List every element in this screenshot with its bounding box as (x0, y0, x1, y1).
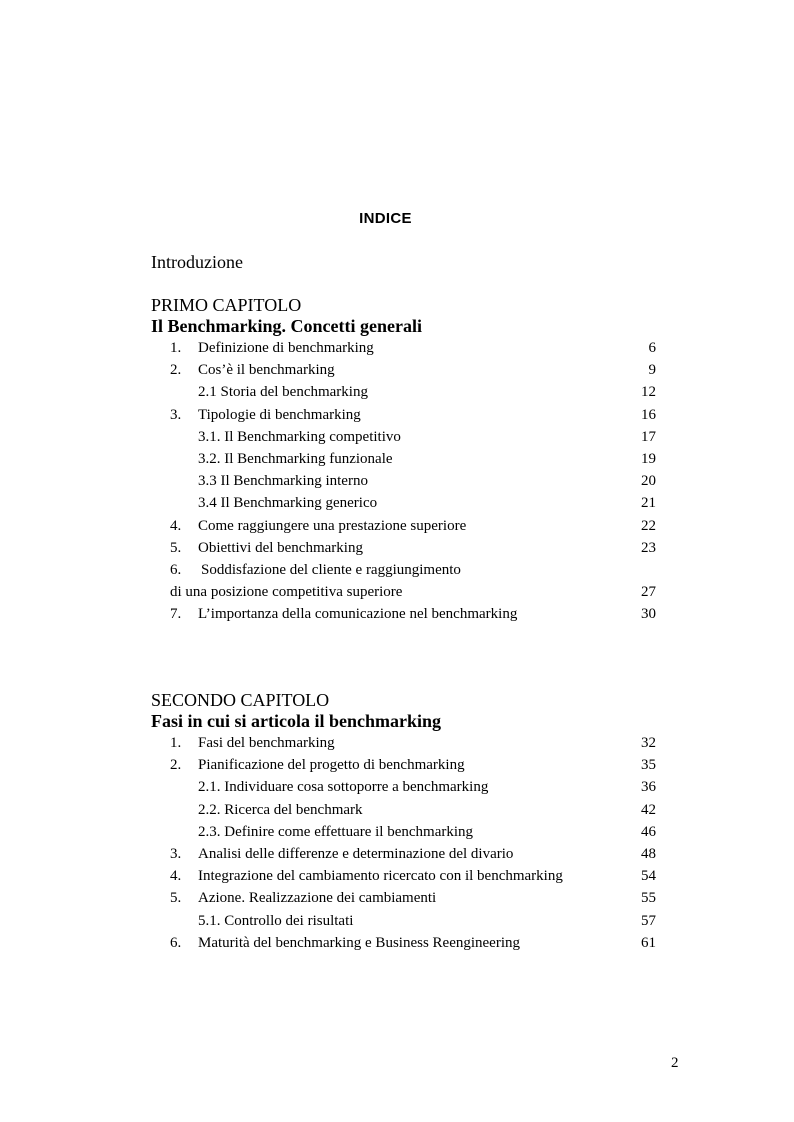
entry-page: 54 (641, 868, 656, 885)
toc-entry (151, 603, 656, 625)
chapter-label: PRIMO CAPITOLO (151, 295, 302, 315)
entry-page: 22 (641, 517, 656, 534)
entry-text: 2.1 Storia del benchmarking (198, 384, 368, 401)
introduction-entry: Introduzione (151, 252, 243, 272)
toc-subentry (151, 776, 656, 798)
entry-page: 23 (641, 539, 656, 556)
entry-page: 16 (641, 406, 656, 423)
entry-text: 3.2. Il Benchmarking funzionale (198, 450, 393, 467)
entry-page: 19 (641, 450, 656, 467)
toc-entry (151, 515, 656, 537)
entry-number: 4. (170, 868, 182, 885)
page-number: 2 (671, 1055, 679, 1071)
chapter-2 (151, 690, 656, 954)
toc-subentry (151, 910, 656, 932)
chapter-1 (151, 295, 656, 625)
toc-entry (151, 932, 656, 954)
toc-entry-continuation (151, 581, 656, 603)
entry-page: 46 (641, 823, 656, 840)
entry-text: Maturità del benchmarking e Business Reengineering (198, 934, 520, 951)
entry-number: 6. (170, 934, 182, 951)
entry-number: 1. (170, 340, 182, 356)
entry-page: 36 (641, 779, 656, 796)
entry-text: 3.4 Il Benchmarking generico (198, 495, 378, 512)
entry-page: 9 (648, 362, 656, 379)
toc-subentry (151, 381, 656, 403)
toc-entry (151, 732, 656, 754)
chapter-entries (151, 732, 656, 954)
entry-page: 35 (641, 757, 656, 774)
toc-entry (151, 843, 656, 865)
chapter-title: Il Benchmarking. Concetti generali (151, 316, 422, 336)
entry-page: 12 (641, 384, 656, 401)
entry-text: L’importanza della comunicazione nel benchmarking (198, 606, 518, 623)
entry-text: Integrazione del cambiamento ricercato con il benchmarking (198, 868, 563, 885)
toc-entry (151, 337, 656, 359)
chapter-title: Fasi in cui si articola il benchmarking (151, 711, 442, 731)
entry-number: 1. (170, 735, 182, 751)
entry-text: Fasi del benchmarking (198, 735, 335, 751)
entry-page: 61 (641, 934, 656, 951)
entry-page: 42 (641, 801, 656, 818)
entry-number: 3. (170, 406, 182, 423)
toc-entry (151, 359, 656, 381)
toc-entry (151, 754, 656, 776)
entry-text: di una posizione competitiva superiore (170, 584, 403, 601)
entry-text: 2.2. Ricerca del benchmark (198, 801, 363, 818)
entry-number: 5. (170, 539, 182, 556)
entry-text: Definizione di benchmarking (198, 340, 374, 356)
toc-subentry (151, 426, 656, 448)
entry-page: 57 (641, 912, 656, 929)
entry-text: Cos’è il benchmarking (198, 362, 335, 379)
entry-page: 55 (641, 890, 656, 907)
toc-subentry (151, 799, 656, 821)
toc-subentry (151, 492, 656, 514)
entry-text: 3.1. Il Benchmarking competitivo (198, 428, 401, 445)
entry-text: 2.3. Definire come effettuare il benchmarking (198, 823, 474, 840)
chapter-label: SECONDO CAPITOLO (151, 690, 330, 710)
toc-entry (151, 865, 656, 887)
entry-text: Obiettivi del benchmarking (198, 539, 363, 556)
entry-number: 5. (170, 890, 182, 907)
entry-page: 48 (641, 845, 656, 862)
index-title: INDICE (359, 210, 412, 227)
entry-text: Come raggiungere una prestazione superiore (198, 517, 467, 534)
entry-text: 5.1. Controllo dei risultati (198, 912, 354, 929)
entry-page: 20 (641, 473, 656, 490)
entry-text: Analisi delle differenze e determinazione del divario (198, 845, 514, 862)
toc-entry (151, 537, 656, 559)
entry-page: 17 (641, 428, 656, 445)
entry-number: 2. (170, 362, 182, 379)
entry-text: 2.1. Individuare cosa sottoporre a benchmarking (198, 779, 489, 796)
toc-entry (151, 887, 656, 909)
toc-subentry (151, 448, 656, 470)
entry-text: Pianificazione del progetto di benchmarking (198, 757, 465, 774)
toc-subentry (151, 470, 656, 492)
entry-number: 3. (170, 845, 182, 862)
entry-page: 32 (641, 735, 656, 751)
entry-number: 2. (170, 757, 182, 774)
entry-text: Azione. Realizzazione dei cambiamenti (198, 890, 437, 907)
entry-text: 3.3 Il Benchmarking interno (198, 473, 368, 490)
entry-number: 4. (170, 517, 182, 534)
entry-page: 6 (648, 340, 656, 356)
entry-number: 7. (170, 606, 182, 623)
toc-entry (151, 404, 656, 426)
entry-text: Tipologie di benchmarking (198, 406, 361, 423)
entry-text: Soddisfazione del cliente e raggiungimento (201, 561, 461, 578)
entry-number: 6. (170, 561, 182, 578)
toc-subentry (151, 821, 656, 843)
entry-page: 21 (641, 495, 656, 512)
chapter-entries (151, 337, 656, 625)
toc-entry (151, 559, 656, 581)
entry-page: 27 (641, 584, 656, 601)
entry-page: 30 (641, 606, 656, 623)
